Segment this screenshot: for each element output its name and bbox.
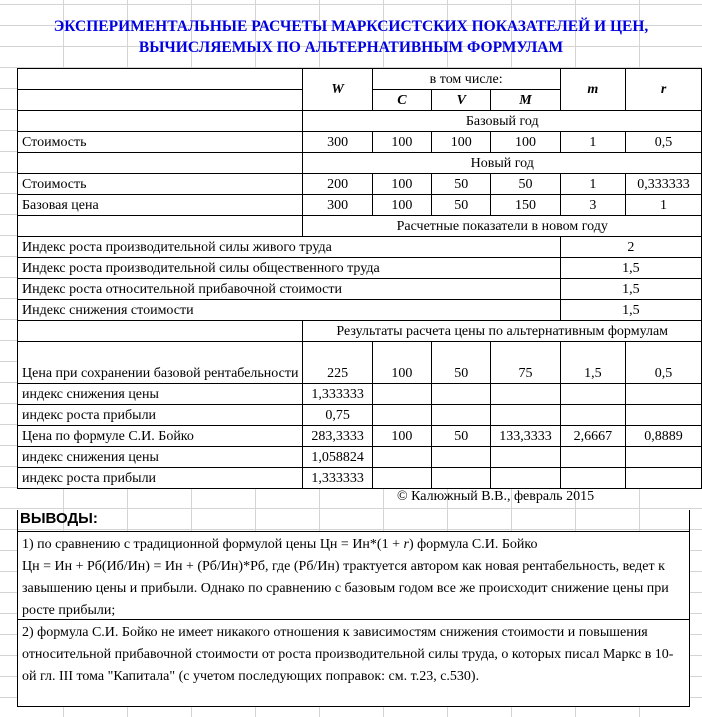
section-new-year: Новый год [303, 153, 702, 174]
table-row [18, 426, 702, 447]
conclusion-1-a: 1) по сравнению с традиционной формулой цены Цн = Ин*(1 + [22, 537, 404, 552]
table-row [18, 279, 702, 300]
cell-w: 1,058824 [303, 447, 372, 468]
cell-c: 100 [372, 195, 431, 216]
title-line-2: ВЫЧИСЛЯЕМЫХ ПО АЛЬТЕРНАТИВНЫМ ФОРМУЛАМ [138, 39, 564, 56]
conclusion-2 [17, 619, 690, 707]
cell-w: 200 [303, 174, 372, 195]
cell-w: 300 [303, 132, 372, 153]
header-m-small: m [560, 69, 625, 111]
table-row [18, 405, 702, 426]
blank [18, 111, 303, 132]
cell-w: 0,75 [303, 405, 372, 426]
cell-c: 100 [372, 174, 431, 195]
cell-m-cap: 100 [491, 132, 560, 153]
cell-m: 2,6667 [560, 426, 625, 447]
data-table [17, 68, 702, 489]
row-label: Базовая цена [18, 195, 303, 216]
section-results: Результаты расчета цены по альтернативным формулам [303, 321, 702, 342]
conclusion-1-c: Цн = Ин + Рб(Иб/Ин) = Ин + (Рб/Ин)*Рб, где (Рб/Ин) трактуется автором как новая рентабельность, ведет к завышению цены и прибыли. Однако по сравнению с базовым годом все же происходит снижение цены при росте прибыли; [22, 559, 669, 618]
cell-m: 1 [560, 174, 625, 195]
header-v: V [432, 90, 491, 111]
cell-w: 283,3333 [303, 426, 372, 447]
header-including: в том числе: [372, 69, 560, 90]
cell-v: 50 [432, 342, 491, 384]
cell-m: 1 [560, 132, 625, 153]
table-row [18, 300, 702, 321]
row-label: индекс роста прибыли [18, 468, 303, 489]
conclusions-heading: ВЫВОДЫ: [20, 510, 98, 527]
blank [18, 153, 303, 174]
header-blank [18, 69, 303, 90]
indicator-value: 1,5 [560, 300, 701, 321]
copyright: © Калюжный В.В., февраль 2015 [397, 489, 595, 504]
indicator-label: Индекс снижения стоимости [18, 300, 561, 321]
conclusion-1 [17, 531, 690, 620]
section-base-year: Базовый год [303, 111, 702, 132]
cell-r: 0,333333 [626, 174, 702, 195]
cell-c: 100 [372, 342, 431, 384]
row-label: индекс роста прибыли [18, 405, 303, 426]
cell-w: 300 [303, 195, 372, 216]
table-row [18, 132, 702, 153]
cell-m-cap: 133,3333 [491, 426, 560, 447]
table-row [18, 237, 702, 258]
cell-m: 1,5 [560, 342, 625, 384]
table-row [18, 468, 702, 489]
conclusion-2-text: 2) формула С.И. Бойко не имеет никакого отношения к зависимостям снижения стоимости и повышения относительной прибавочной стоимости от роста производительной силы труда, о которых писал Маркс в 10-ой гл. III тома "Капитала" (с учетом последующих поправок: см. т.23, с.530). [22, 625, 674, 684]
row-label: индекс снижения цены [18, 384, 303, 405]
cell-r: 0,8889 [626, 426, 702, 447]
indicator-value: 2 [560, 237, 701, 258]
cell-v: 50 [432, 174, 491, 195]
indicator-value: 1,5 [560, 258, 701, 279]
cell-r: 0,5 [626, 132, 702, 153]
row-label: Стоимость [18, 132, 303, 153]
cell-w: 225 [303, 342, 372, 384]
row-label: Стоимость [18, 174, 303, 195]
cell-v: 50 [432, 195, 491, 216]
cell-m: 3 [560, 195, 625, 216]
cell-w: 1,333333 [303, 468, 372, 489]
header-w: W [303, 69, 372, 111]
cell-m-cap: 150 [491, 195, 560, 216]
conclusion-1-b: ) формула С.И. Бойко [408, 537, 538, 552]
table-row [18, 342, 702, 384]
header-blank-2 [18, 90, 303, 111]
cell-w: 1,333333 [303, 384, 372, 405]
row-label: Цена по формуле С.И. Бойко [18, 426, 303, 447]
header-c: C [372, 90, 431, 111]
cell-c: 100 [372, 132, 431, 153]
indicator-label: Индекс роста производительной силы общественного труда [18, 258, 561, 279]
cell-v: 50 [432, 426, 491, 447]
header-r: r [626, 69, 702, 111]
cell-v: 100 [432, 132, 491, 153]
table-row [18, 447, 702, 468]
cell-r: 0,5 [626, 342, 702, 384]
blank [18, 216, 303, 237]
cell-m-cap: 50 [491, 174, 560, 195]
indicator-label: Индекс роста относительной прибавочной стоимости [18, 279, 561, 300]
table-row [18, 384, 702, 405]
cell-r: 1 [626, 195, 702, 216]
table-row [18, 174, 702, 195]
blank [18, 321, 303, 342]
indicator-value: 1,5 [560, 279, 701, 300]
row-label: индекс снижения цены [18, 447, 303, 468]
section-indicators: Расчетные показатели в новом году [303, 216, 702, 237]
table-row [18, 195, 702, 216]
header-m-cap: M [491, 90, 560, 111]
title-line-1: ЭКСПЕРИМЕНТАЛЬНЫЕ РАСЧЕТЫ МАРКСИСТСКИХ ПОКАЗАТЕЛЕЙ И ЦЕН, [53, 18, 649, 35]
conclusion-1-r: r [403, 537, 409, 552]
row-label: Цена при сохранении базовой рентабельности [18, 342, 303, 384]
indicator-label: Индекс роста производительной силы живого труда [18, 237, 561, 258]
cell-c: 100 [372, 426, 431, 447]
table-row [18, 258, 702, 279]
cell-m-cap: 75 [491, 342, 560, 384]
